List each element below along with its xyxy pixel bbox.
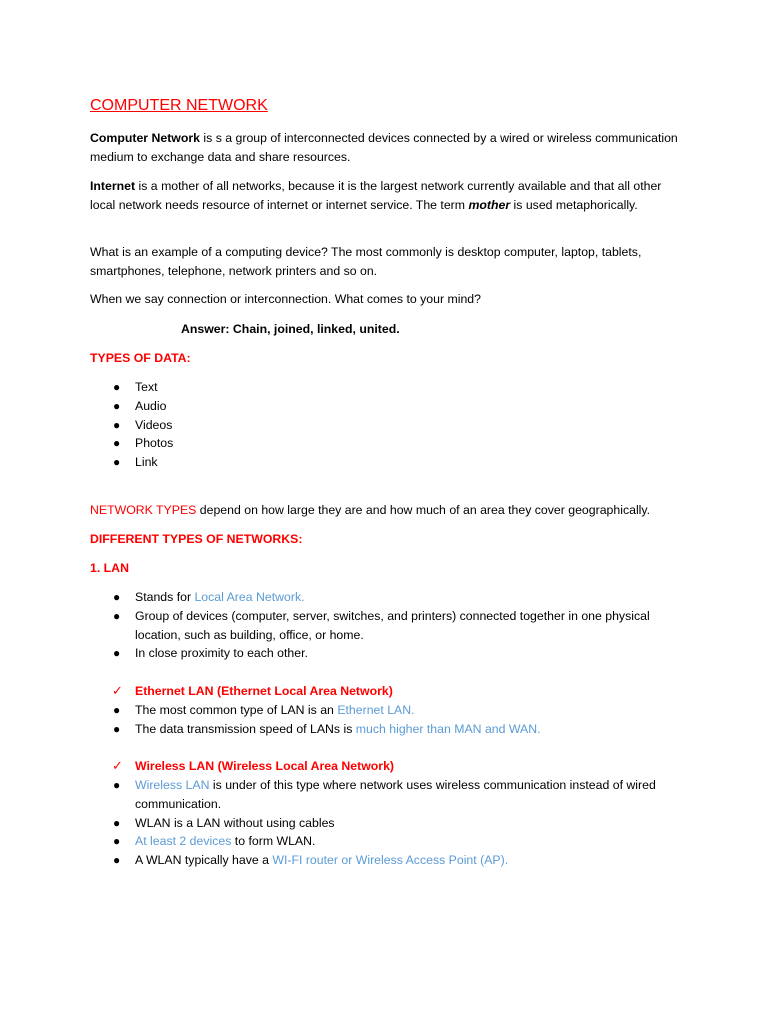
list-item	[90, 588, 690, 607]
list-item-text: Videos	[135, 417, 173, 432]
paragraph-text: is a mother of all networks, because it is the largest network currently available and that all other local network needs resource of internet or internet service. The term	[90, 179, 662, 212]
heading-types-of-data: TYPES OF DATA:	[90, 351, 191, 365]
heading-different-types: DIFFERENT TYPES OF NETWORKS:	[90, 532, 303, 546]
paragraph-text: is s a group of interconnected devices connected by a wired or wireless communication medium to exchange data and share resources.	[90, 131, 678, 164]
bullet-icon: ●	[113, 853, 121, 868]
highlight-text: At least 2 devices	[135, 834, 232, 849]
list-item	[90, 607, 690, 645]
paragraph-text: is used metaphorically.	[510, 197, 638, 212]
checkmark-icon: ✓	[112, 683, 123, 698]
list-item-text: The data transmission speed of LANs is	[135, 721, 356, 736]
types-of-data-list	[90, 378, 690, 472]
list-item	[90, 434, 690, 453]
paragraph-text: depend on how large they are and how much of an area they cover geographically.	[196, 503, 651, 517]
list-item-text: Stands for	[135, 590, 195, 604]
list-item-text: Text	[135, 380, 158, 394]
bullet-icon: ●	[113, 436, 121, 451]
bullet-icon: ●	[113, 646, 121, 661]
list-item-text: Link	[135, 455, 158, 470]
list-item-text: to form WLAN.	[231, 834, 316, 849]
checkmark-icon: ✓	[112, 758, 123, 773]
paragraph-network-types	[90, 501, 690, 520]
heading-wireless-lan: Wireless LAN (Wireless Local Area Network)	[135, 759, 395, 773]
wireless-list	[90, 776, 690, 870]
ethernet-list	[90, 701, 690, 739]
list-item-text: The most common type of LAN is an	[135, 703, 338, 717]
bullet-icon: ●	[113, 778, 121, 792]
list-item	[90, 832, 690, 851]
list-item	[90, 416, 690, 435]
bullet-icon: ●	[113, 608, 121, 623]
term-internet: Internet	[90, 179, 136, 193]
bullet-icon: ●	[113, 380, 121, 394]
highlight-text: much higher than MAN and WAN.	[355, 721, 541, 736]
list-item	[90, 644, 690, 663]
list-item	[90, 851, 690, 870]
highlight-text: Ethernet LAN.	[337, 703, 415, 717]
list-item-text: Group of devices (computer, server, switches, and printers) connected together in one physical location, such as building, office, or home.	[135, 608, 650, 642]
highlight-text: WI-FI router or Wireless Access Point (AP).	[272, 853, 509, 868]
highlight-text: Local Area Network.	[194, 590, 305, 604]
list-item-text: In close proximity to each other.	[135, 646, 308, 661]
term-computer-network: Computer Network	[90, 131, 200, 145]
heading-ethernet-lan: Ethernet LAN (Ethernet Local Area Network)	[135, 684, 393, 698]
bullet-icon: ●	[113, 834, 121, 849]
list-item	[90, 378, 690, 397]
bullet-icon: ●	[113, 703, 121, 717]
list-item-text: is under of this type where network uses wireless communication instead of wired communication.	[135, 778, 656, 811]
highlight-text: Wireless LAN	[135, 778, 210, 792]
emphasis-mother: mother	[468, 197, 511, 212]
list-item	[90, 397, 690, 416]
list-item-text: WLAN is a LAN without using cables	[135, 815, 335, 830]
term-network-types: NETWORK TYPES	[90, 503, 197, 517]
bullet-icon: ●	[113, 815, 121, 830]
list-item	[90, 720, 690, 739]
bullet-icon: ●	[113, 590, 121, 604]
list-item-text: Audio	[135, 398, 167, 413]
answer-text: Answer: Chain, joined, linked, united.	[181, 322, 400, 336]
bullet-icon: ●	[113, 417, 121, 432]
list-item	[90, 453, 690, 472]
list-item	[90, 814, 690, 833]
list-item-text: Photos	[135, 436, 174, 451]
bullet-icon: ●	[113, 398, 121, 413]
bullet-icon: ●	[113, 721, 121, 736]
heading-lan: 1. LAN	[90, 561, 129, 575]
list-item-text: A WLAN typically have a	[135, 853, 273, 868]
bullet-icon: ●	[113, 455, 121, 470]
page-title: COMPUTER NETWORK	[90, 97, 268, 114]
paragraph-computing-device: What is an example of a computing device? The most commonly is desktop computer, laptop, tablets, smartphones, telephone, network printers and so on.	[90, 245, 642, 278]
list-item	[90, 701, 690, 720]
paragraph-computer-network	[90, 129, 690, 167]
paragraph-connection-question: When we say connection or interconnection. What comes to your mind?	[90, 292, 481, 306]
paragraph-internet	[90, 177, 690, 215]
list-item	[90, 776, 690, 814]
lan-list	[90, 588, 690, 663]
